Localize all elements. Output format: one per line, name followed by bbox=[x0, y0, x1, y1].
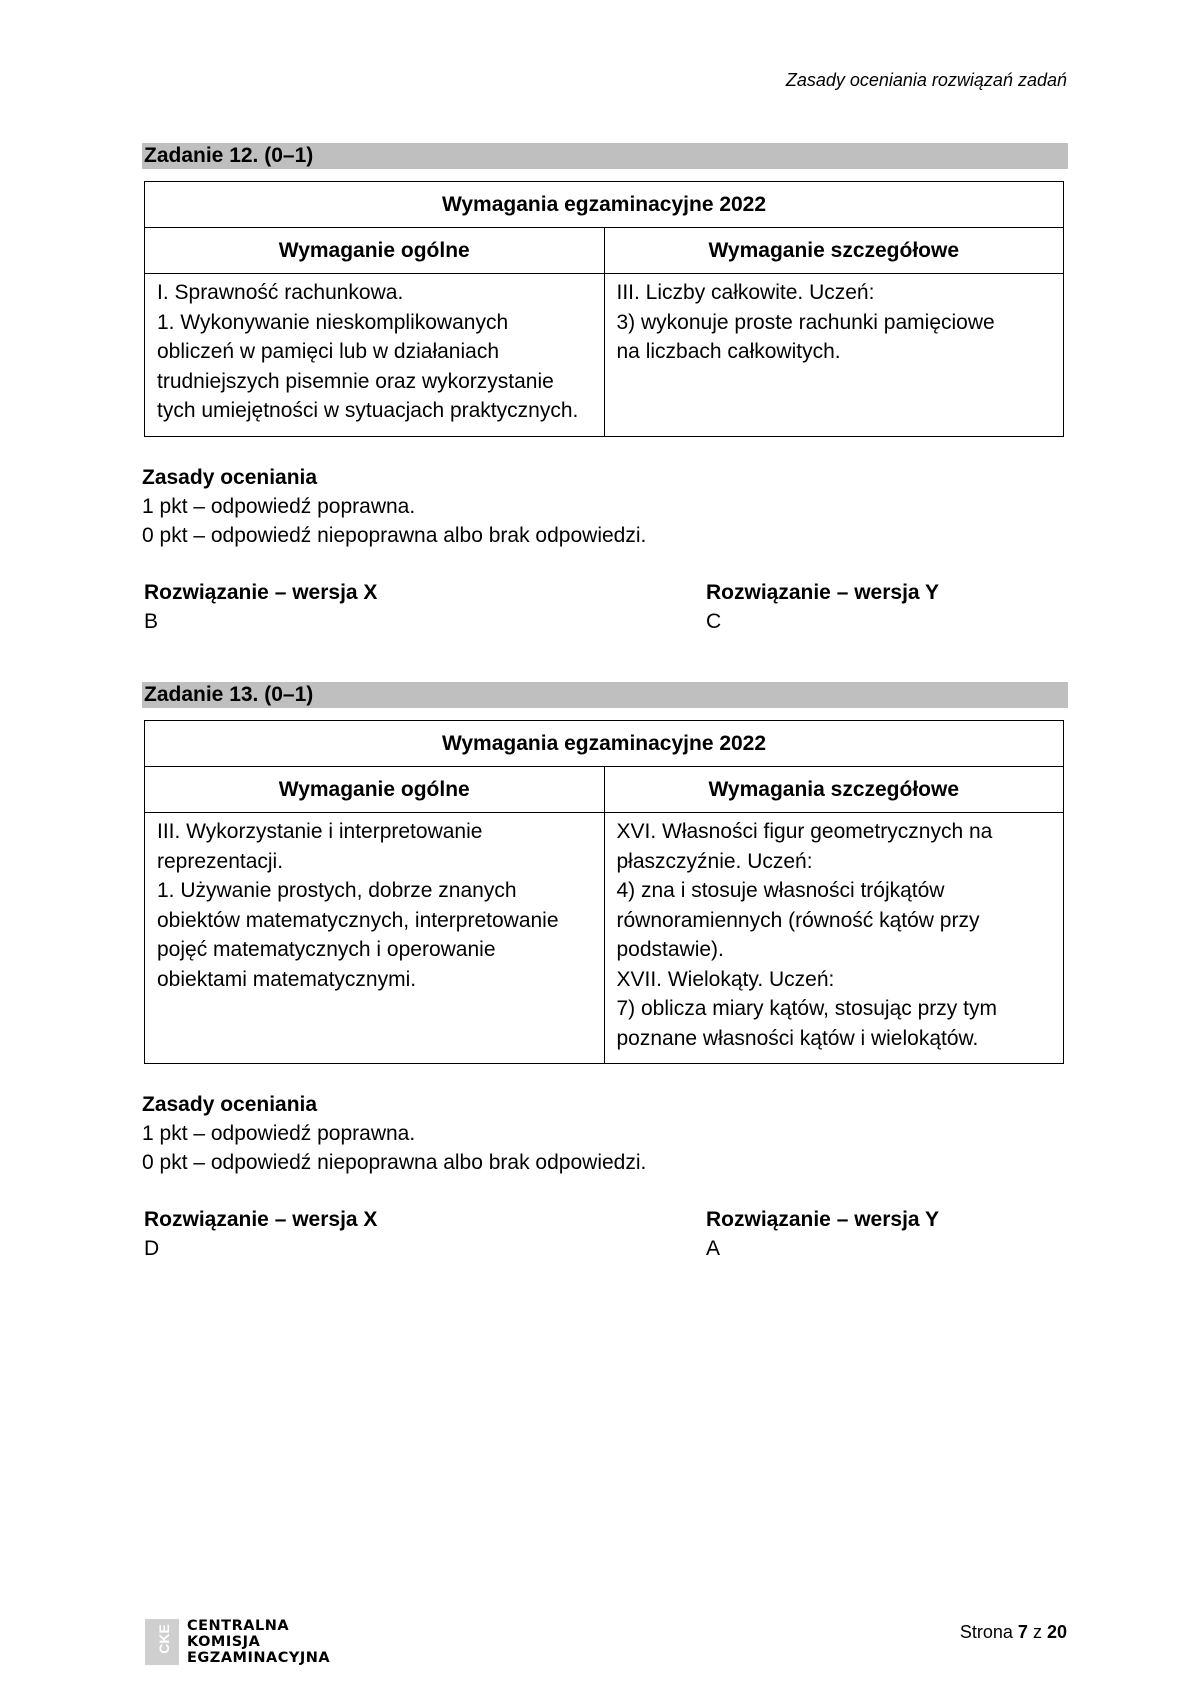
solution-version-y bbox=[706, 1205, 939, 1263]
detailed-line: III. Liczby całkowite. Uczeń: bbox=[616, 281, 875, 304]
scoring-line: 0 pkt – odpowiedź niepoprawna albo brak odpowiedzi. bbox=[142, 1151, 647, 1174]
general-line: obiektami matematycznymi. bbox=[157, 967, 417, 991]
solution-x-answer: D bbox=[144, 1237, 160, 1260]
table-title: Wymagania egzaminacyjne 2022 bbox=[145, 182, 1064, 228]
running-header: Zasady oceniania rozwiązań zadań bbox=[785, 70, 1067, 90]
solution-y-title: Rozwiązanie – wersja Y bbox=[706, 580, 940, 604]
detailed-line: na liczbach całkowitych. bbox=[616, 340, 841, 363]
logo-line: CENTRALNA bbox=[187, 1618, 290, 1634]
task-title: Zadanie 13. (0–1) bbox=[142, 682, 1068, 708]
detailed-line: 4) zna i stosuje własności trójkątów bbox=[616, 879, 945, 902]
general-line: trudniejszych pisemnie oraz wykorzystanie bbox=[157, 369, 554, 393]
page-current: 7 bbox=[1017, 1622, 1028, 1642]
scoring-line: 1 pkt – odpowiedź poprawna. bbox=[142, 1122, 416, 1145]
scoring-title: Zasady oceniania bbox=[142, 1093, 318, 1116]
page-separator: z bbox=[1032, 1622, 1042, 1642]
general-requirement-cell bbox=[145, 813, 605, 1064]
detailed-line: podstawie). bbox=[616, 938, 724, 961]
detailed-requirement-cell bbox=[604, 813, 1064, 1064]
requirements-table bbox=[144, 181, 1064, 437]
general-line: obliczeń w pamięci lub w działaniach bbox=[157, 340, 500, 363]
cke-logo-text bbox=[187, 1618, 330, 1666]
general-line: 1. Wykonywanie nieskomplikowanych bbox=[157, 310, 509, 334]
column-header-detailed: Wymagania szczegółowe bbox=[604, 767, 1064, 813]
page-prefix: Strona bbox=[959, 1622, 1013, 1642]
table-title: Wymagania egzaminacyjne 2022 bbox=[145, 721, 1064, 767]
detailed-line: 7) oblicza miary kątów, stosując przy tym bbox=[616, 997, 997, 1020]
general-line: obiektów matematycznych, interpretowanie bbox=[157, 908, 559, 932]
logo-line: KOMISJA bbox=[187, 1634, 261, 1650]
general-line: reprezentacji. bbox=[157, 849, 284, 873]
detailed-requirement-cell bbox=[604, 274, 1064, 437]
detailed-line: XVII. Wielokąty. Uczeń: bbox=[616, 967, 835, 991]
detailed-line: 3) wykonuje proste rachunki pamięciowe bbox=[616, 310, 995, 334]
column-header-detailed: Wymaganie szczegółowe bbox=[604, 228, 1064, 274]
task-title: Zadanie 12. (0–1) bbox=[142, 143, 1068, 169]
general-requirement-cell bbox=[145, 274, 605, 437]
requirements-table bbox=[144, 720, 1064, 1064]
solution-version-y bbox=[706, 578, 939, 636]
general-line: pojęć matematycznych i operowanie bbox=[157, 938, 496, 961]
solutions bbox=[142, 1205, 1068, 1265]
detailed-line: poznane własności kątów i wielokątów. bbox=[616, 1026, 979, 1050]
logo-line: EGZAMINACYJNA bbox=[187, 1650, 331, 1666]
cke-logo bbox=[145, 1618, 330, 1666]
page-total: 20 bbox=[1046, 1622, 1067, 1642]
detailed-line: płaszczyźnie. Uczeń: bbox=[616, 849, 813, 873]
general-line: I. Sprawność rachunkowa. bbox=[157, 281, 404, 304]
column-header-general: Wymaganie ogólne bbox=[145, 228, 605, 274]
task-12 bbox=[142, 143, 1068, 638]
detailed-line: XVI. Własności figur geometrycznych na bbox=[616, 820, 993, 843]
general-line: 1. Używanie prostych, dobrze znanych bbox=[157, 879, 517, 902]
scoring-line: 0 pkt – odpowiedź niepoprawna albo brak odpowiedzi. bbox=[142, 523, 647, 547]
task-13 bbox=[142, 682, 1068, 1265]
general-line: III. Wykorzystanie i interpretowanie bbox=[157, 820, 483, 843]
solution-x-title: Rozwiązanie – wersja X bbox=[144, 580, 378, 604]
cke-logo-mark bbox=[145, 1619, 179, 1665]
solution-x-title: Rozwiązanie – wersja X bbox=[144, 1208, 378, 1231]
solution-y-answer: C bbox=[706, 609, 722, 633]
solution-version-x bbox=[144, 578, 377, 636]
detailed-line: równoramiennych (równość kątów przy bbox=[616, 908, 980, 932]
solutions bbox=[142, 578, 1068, 638]
cke-logo-mark-text: CKE bbox=[155, 1624, 172, 1654]
solution-x-answer: B bbox=[144, 609, 159, 633]
page-number bbox=[960, 1622, 1067, 1643]
solution-version-x bbox=[144, 1205, 377, 1263]
column-header-general: Wymaganie ogólne bbox=[145, 767, 605, 813]
solution-y-title: Rozwiązanie – wersja Y bbox=[706, 1208, 940, 1231]
general-line: tych umiejętności w sytuacjach praktycznych. bbox=[157, 399, 579, 422]
solution-y-answer: A bbox=[706, 1237, 721, 1260]
scoring-title: Zasady oceniania bbox=[142, 465, 318, 489]
scoring-line: 1 pkt – odpowiedź poprawna. bbox=[142, 494, 416, 518]
